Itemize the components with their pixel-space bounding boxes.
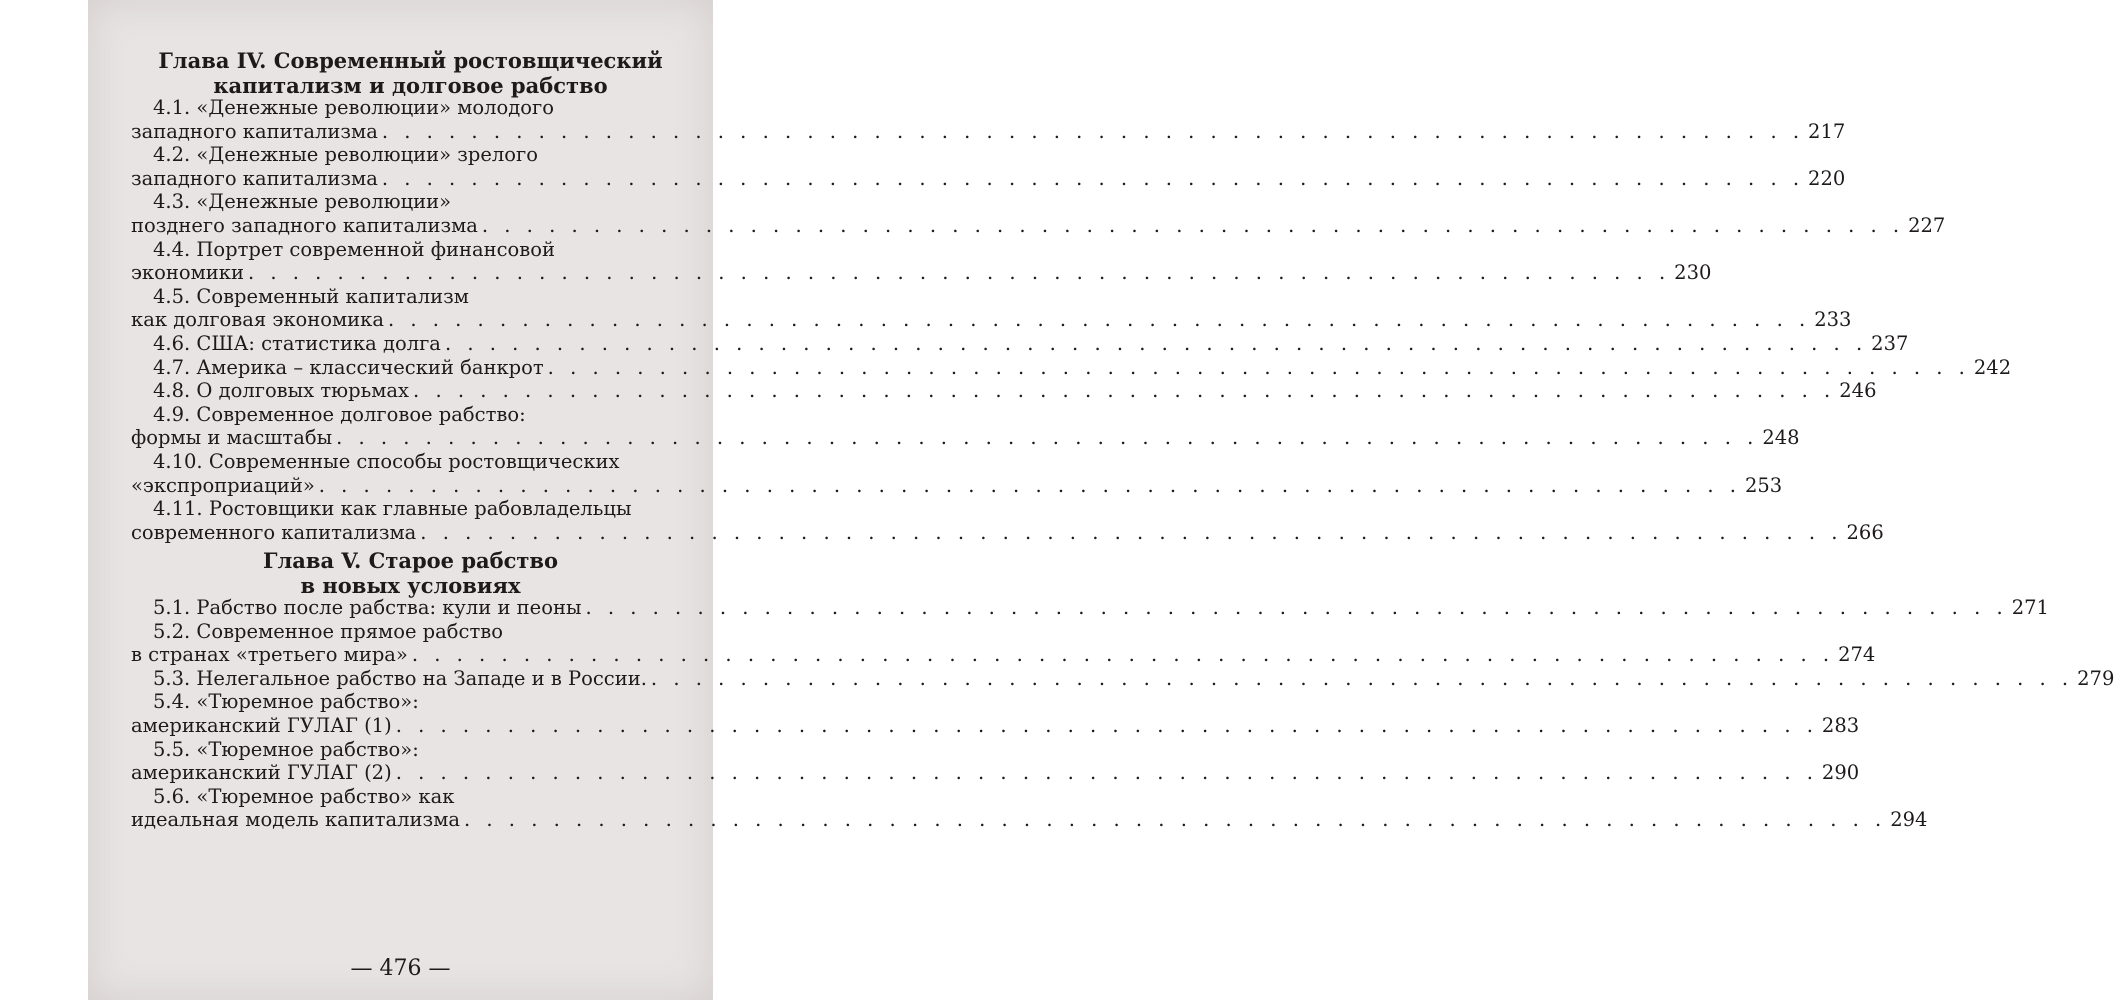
toc-entry-title: 5.2. Современное прямое рабство (153, 619, 503, 643)
toc-entry-line (131, 379, 1877, 403)
toc-entry (131, 331, 1909, 356)
toc-entry (131, 96, 1846, 143)
chapter-4-title-line-1: Глава IV. Современный ростовщический (158, 48, 663, 73)
toc-entry-line (131, 497, 695, 521)
toc-entry-title: 4.1. «Денежные революции» молодого (153, 96, 554, 119)
toc-entry-line (131, 738, 695, 762)
page-number: — 476 — (350, 956, 451, 981)
toc-entry-line (131, 119, 1846, 144)
toc-entry-title-cont: американский ГУЛАГ (1) (131, 713, 392, 737)
dot-leader: . . . . . . . . . . . . . . . . . . . . . . . . . . . . . . . . . . . . . . . . . . . . . . . . . . . . . . . . . . . . . . . . (547, 355, 1970, 379)
toc-entry-title: 4.7. Америка – классический банкрот (153, 355, 544, 379)
toc-entry-title-cont: формы и масштабы (131, 426, 333, 450)
toc-entry-title: 5.4. «Тюремное рабство»: (153, 690, 419, 714)
toc-entry-line (131, 596, 2049, 620)
toc-entry-title: 5.3. Нелегальное рабство на Западе и в России. (153, 666, 647, 690)
chapter-5-heading (128, 548, 693, 598)
toc-entry-line (131, 761, 1860, 785)
toc-entry-line (131, 620, 695, 644)
toc-page-number: 253 (1744, 473, 1783, 497)
toc-entry (131, 666, 2114, 691)
toc-page-number: 237 (1871, 331, 1909, 355)
dot-leader: . . . . . . . . . . . . . . . . . . . . . . . . . . . . . . . . . . . . . . . . . . . . . . . . . . . . . . . . . . . . . . . . (413, 379, 1836, 403)
toc-entry-title: 4.3. «Денежные революции» (153, 190, 452, 214)
toc-entry-line (131, 331, 1909, 356)
dot-leader: . . . . . . . . . . . . . . . . . . . . . . . . . . . . . . . . . . . . . . . . . . . . . . . . . . . . . . . . . . . . . . . . (395, 761, 1818, 785)
toc-entry (131, 355, 2012, 380)
dot-leader: . . . . . . . . . . . . . . . . . . . . . . . . . . . . . . . . . . . . . . . . . . . . . . . . . . . . . . . . . . . . . . . . (444, 331, 1868, 355)
toc-entry-line (131, 808, 1928, 832)
toc-page-number: 283 (1821, 713, 1860, 737)
toc-entry-line (131, 713, 1860, 738)
chapter-4-heading (128, 48, 693, 98)
toc-entry (131, 619, 1876, 667)
toc-entry-title: 4.11. Ростовщики как главные рабовладельцы (153, 497, 632, 521)
toc-page-number: 294 (1890, 808, 1928, 832)
dot-leader: . . . . . . . . . . . . . . . . . . . . . . . . . . . . . . . . . . . . . . . . . . . . . . . . . . . . . . . . . . . . . . . . (420, 520, 1843, 544)
toc-page-number: 274 (1838, 643, 1876, 667)
toc-entry (131, 284, 1852, 332)
toc-entry-line (131, 520, 1884, 545)
toc-page-number: 246 (1839, 379, 1877, 403)
toc-entry-line (131, 238, 695, 262)
dot-leader: . . . . . . . . . . . . . . . . . . . . . . . . . . . . . . . . . . . . . . . . . . . . . . . . . . . . . . . . . . . . . . . . (395, 713, 1818, 737)
toc-page-number: 266 (1846, 520, 1884, 544)
toc-entry-line (131, 666, 2114, 691)
toc-entry-title-cont: как долговая экономика (131, 308, 384, 332)
toc-entry-line (131, 473, 1783, 498)
toc-entry-title-cont: в странах «третьего мира» (131, 643, 408, 667)
toc-entry-title: 4.5. Современный капитализм (153, 284, 469, 308)
dot-leader: . . . . . . . . . . . . . . . . . . . . . . . . . . . . . . . . . . . . . . . . . . . . . . . . . . . . . . . . . . . . . . . . (387, 308, 1811, 332)
toc-entry-title: 4.10. Современные способы ростовщических (153, 449, 620, 473)
toc-entry-line (131, 403, 695, 427)
toc-entry (131, 690, 1860, 737)
toc-entry-line (131, 190, 695, 214)
dot-leader: . . . . . . . . . . . . . . . . . . . . . . . . . . . . . . . . . . . . . . . . . . . . . . . . . . . . . . . . . . . . . . . . (336, 426, 1759, 450)
dot-leader: . . . . . . . . . . . . . . . . . . . . . . . . . . . . . . . . . . . . . . . . . . . . . . . . . . . . . . . . . . . . . . . . (381, 119, 1805, 143)
toc-entry-line (131, 285, 695, 309)
toc-entry (131, 190, 1946, 237)
toc-entry-line (131, 96, 695, 120)
toc-entry-title-cont: западного капитализма (131, 166, 378, 190)
toc-entry-title-cont: современного капитализма (131, 520, 417, 544)
toc-page-number: 279 (2077, 666, 2114, 690)
toc-entry-line (131, 690, 695, 714)
toc-page-number: 227 (1908, 213, 1946, 237)
toc-entry-title: 4.6. США: статистика долга (153, 331, 441, 355)
toc-entry-line (131, 643, 1876, 667)
toc-entry (131, 497, 1884, 544)
dot-leader: . . . . . . . . . . . . . . . . . . . . . . . . . . . . . . . . . . . . . . . . . . . . . . . . . . . . . . . . . . . . . . . . (481, 213, 1905, 237)
chapter-5-title-line-2: в новых условиях (300, 573, 521, 598)
toc-entry (131, 143, 1846, 190)
toc-entry-title: 5.6. «Тюремное рабство» как (153, 784, 455, 808)
toc-page-number: 271 (2011, 596, 2049, 619)
toc-entry-line (131, 426, 1800, 450)
dot-leader: . . . . . . . . . . . . . . . . . . . . . . . . . . . . . . . . . . . . . . . . . . . . . . . . . . . . . . . . . . . . . . . . (464, 808, 1887, 832)
chapter-4-title-line-2: капитализм и долговое рабство (213, 73, 608, 98)
toc-entry-line (131, 355, 2012, 380)
toc-entry-line (131, 166, 1846, 191)
toc-entry-title: 5.1. Рабство после рабства: кули и пеоны (153, 596, 582, 619)
toc-entry-title-cont: экономики (131, 261, 244, 285)
toc-entry-title: 4.9. Современное долговое рабство: (153, 402, 526, 426)
toc-entry-title-cont: «экспроприаций» (131, 473, 315, 497)
toc-entry-title-cont: американский ГУЛАГ (2) (131, 761, 392, 785)
toc-entry-title: 4.4. Портрет современной финансовой (153, 237, 555, 261)
toc-entry-title-cont: позднего западного капитализма (131, 213, 478, 237)
dot-leader: . . . . . . . . . . . . . . . . . . . . . . . . . . . . . . . . . . . . . . . . . . . . . . . . . . . . . . . . . . . . . . . . (381, 166, 1805, 190)
book-page (88, 0, 2114, 1000)
dot-leader: . . . . . . . . . . . . . . . . . . . . . . . . . . . . . . . . . . . . . . . . . . . . . . . . . . . . . . . . . . . . . . . . (650, 666, 2074, 690)
toc-entry (131, 737, 1860, 785)
toc-entry-line (131, 261, 1712, 285)
toc-page-number: 230 (1674, 261, 1712, 285)
toc-entry-line (131, 143, 695, 167)
toc-entry (131, 784, 1928, 832)
toc-page-number: 290 (1821, 761, 1860, 785)
dot-leader: . . . . . . . . . . . . . . . . . . . . . . . . . . . . . . . . . . . . . . . . . . . . . . . . . . . . . . . . . . . . . . . . (585, 596, 2008, 619)
toc-entry-title-cont: идеальная модель капитализма (131, 808, 460, 832)
toc-entry-title: 4.8. О долговых тюрьмах (153, 379, 410, 403)
chapter-4-entries (131, 96, 2012, 544)
toc-entry-title: 5.5. «Тюремное рабство»: (153, 737, 419, 761)
dot-leader: . . . . . . . . . . . . . . . . . . . . . . . . . . . . . . . . . . . . . . . . . . . . . . . . . . . . . . . . . . . . . . . . (411, 643, 1835, 667)
toc-entry (131, 449, 1783, 497)
toc-entry-title-cont: западного капитализма (131, 119, 378, 143)
toc-entry (131, 402, 1800, 450)
toc-entry (131, 379, 1877, 403)
toc-entry-line (131, 785, 695, 809)
dot-leader: . . . . . . . . . . . . . . . . . . . . . . . . . . . . . . . . . . . . . . . . . . . . . . . . . . . . . . . . . . . . . . . . (247, 261, 1671, 285)
dot-leader: . . . . . . . . . . . . . . . . . . . . . . . . . . . . . . . . . . . . . . . . . . . . . . . . . . . . . . . . . . . . . . . . (318, 473, 1741, 497)
toc-page-number: 242 (1973, 355, 2012, 379)
toc-entry (131, 596, 2049, 620)
toc-page-number: 248 (1762, 426, 1800, 450)
chapter-5-title-line-1: Глава V. Старое рабство (262, 548, 559, 573)
toc-entry (131, 237, 1712, 285)
toc-page-number: 217 (1808, 119, 1846, 143)
toc-entry-title: 4.2. «Денежные революции» зрелого (153, 143, 538, 167)
toc-entry-line (131, 213, 1946, 238)
toc-entry-line (131, 308, 1852, 332)
toc-entry-line (131, 450, 695, 474)
toc-page-number: 220 (1808, 166, 1846, 190)
toc-page-number: 233 (1814, 308, 1852, 332)
chapter-5-entries (131, 596, 2114, 832)
